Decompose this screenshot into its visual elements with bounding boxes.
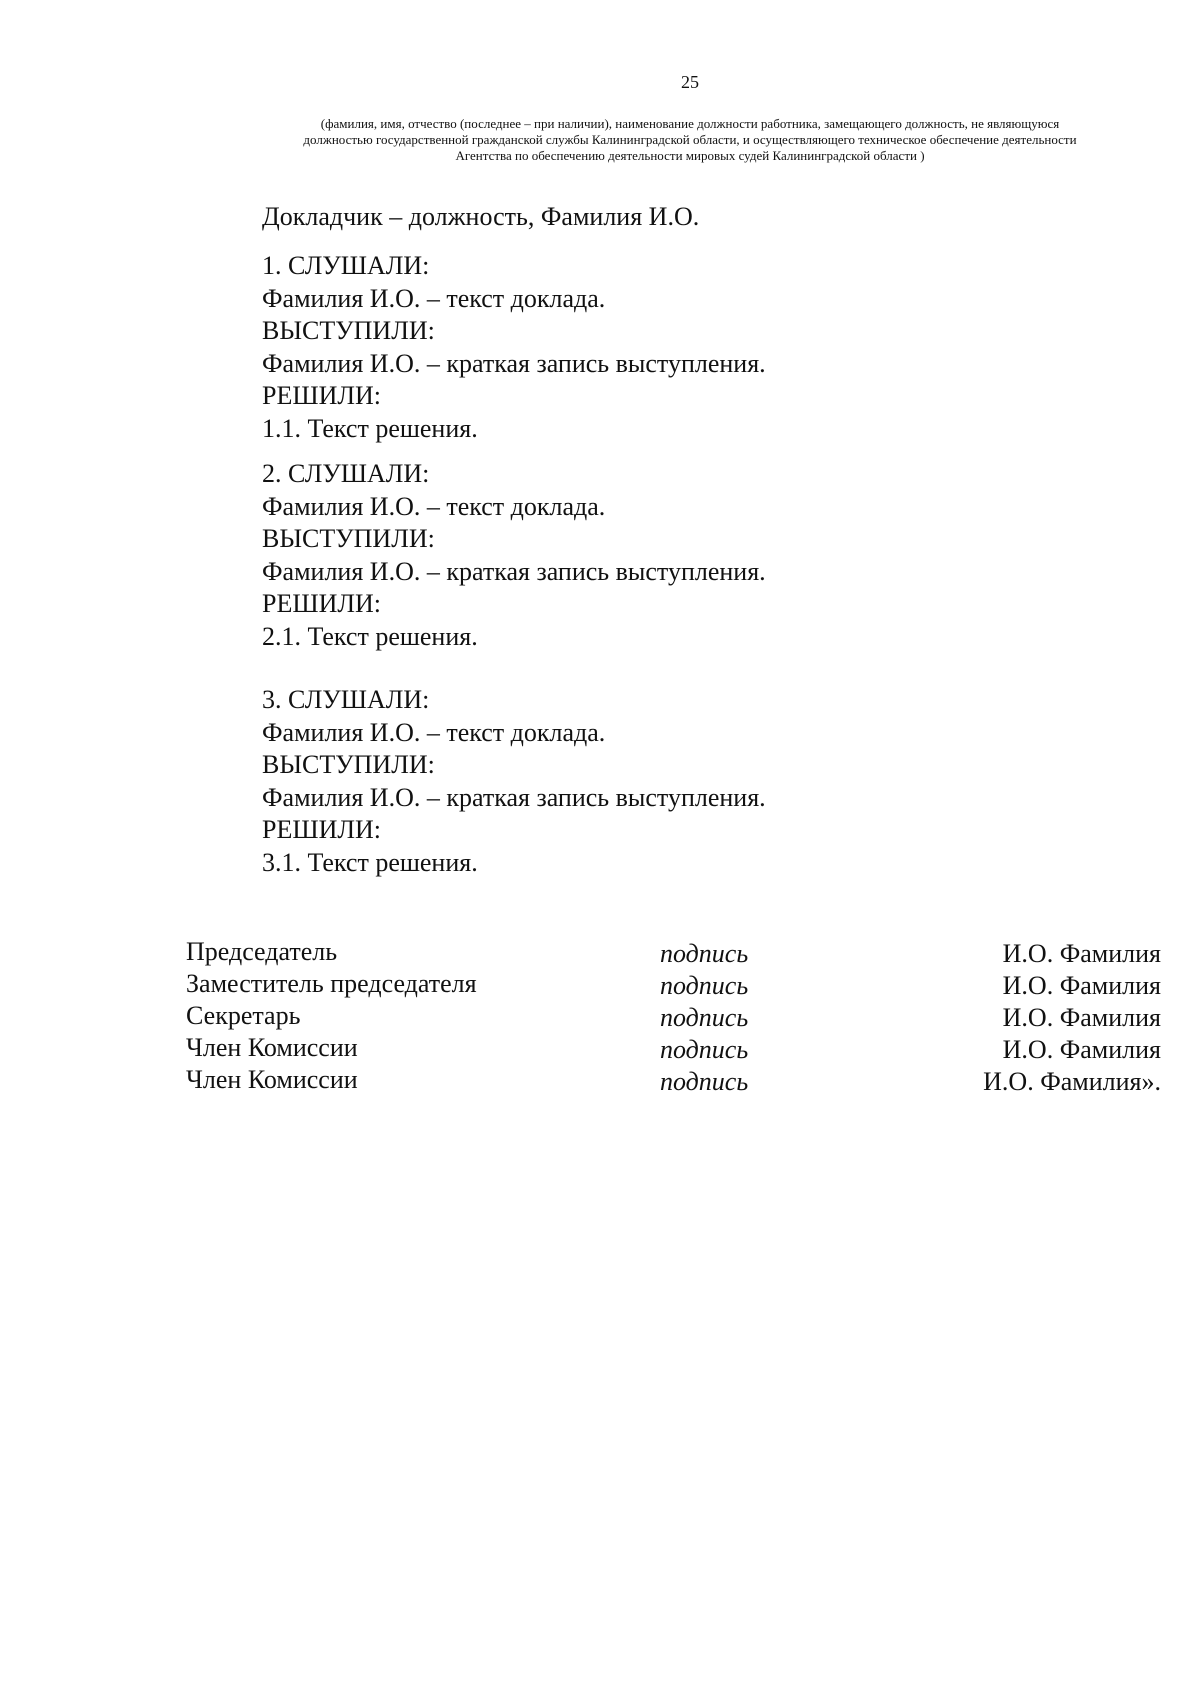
spoke-heading: ВЫСТУПИЛИ: <box>262 750 435 779</box>
agenda-item <box>262 684 766 879</box>
heard-heading: 2. СЛУШАЛИ: <box>262 459 430 488</box>
footnote-line: (фамилия, имя, отчество (последнее – при наличии), наименование должности работника, замещающего должность, не являющуюся <box>320 116 1060 131</box>
decision-text: 2.1. Текст решения. <box>262 621 478 651</box>
speech-text: Фамилия И.О. – краткая запись выступления. <box>262 348 766 378</box>
signatory-name: И.О. Фамилия». <box>983 1067 1161 1096</box>
signatory-name: И.О. Фамилия <box>1002 971 1161 1000</box>
signatory-name: И.О. Фамилия <box>1002 939 1161 968</box>
report-text: Фамилия И.О. – текст доклада. <box>262 491 606 521</box>
signature-role: Секретарь <box>186 1001 301 1030</box>
signature-placeholder: подпись <box>660 1003 749 1032</box>
signature-placeholder: подпись <box>660 939 749 968</box>
signature-row <box>186 1064 1161 1096</box>
signature-placeholder: подпись <box>660 971 749 1000</box>
heard-heading: 3. СЛУШАЛИ: <box>262 685 430 714</box>
agenda-item <box>262 458 766 653</box>
agenda-item <box>262 250 766 445</box>
signature-role: Член Комиссии <box>186 1065 358 1094</box>
decision-text: 3.1. Текст решения. <box>262 847 478 877</box>
speaker-line: Докладчик – должность, Фамилия И.О. <box>262 202 700 231</box>
decided-heading: РЕШИЛИ: <box>262 381 381 410</box>
decision-text: 1.1. Текст решения. <box>262 413 478 443</box>
signature-row <box>186 936 1161 968</box>
signature-role: Председатель <box>186 937 338 966</box>
signature-row <box>186 1000 1161 1032</box>
signatory-name: И.О. Фамилия <box>1002 1003 1161 1032</box>
spoke-heading: ВЫСТУПИЛИ: <box>262 524 435 553</box>
heard-heading: 1. СЛУШАЛИ: <box>262 251 430 280</box>
speech-text: Фамилия И.О. – краткая запись выступления. <box>262 782 766 812</box>
speech-text: Фамилия И.О. – краткая запись выступления. <box>262 556 766 586</box>
signature-row <box>186 968 1161 1000</box>
page-number: 25 <box>681 72 699 92</box>
decided-heading: РЕШИЛИ: <box>262 589 381 618</box>
spoke-heading: ВЫСТУПИЛИ: <box>262 316 435 345</box>
decided-heading: РЕШИЛИ: <box>262 815 381 844</box>
signature-role: Заместитель председателя <box>186 969 477 998</box>
signature-role: Член Комиссии <box>186 1033 358 1062</box>
signature-placeholder: подпись <box>660 1067 749 1096</box>
signature-placeholder: подпись <box>660 1035 749 1064</box>
signatory-name: И.О. Фамилия <box>1002 1035 1161 1064</box>
footnote-caption <box>190 116 1190 164</box>
signature-block <box>186 936 1161 1096</box>
footnote-line: должностью государственной гражданской службы Калининградской области, и осуществляющего техническое обеспечение деятельности <box>303 132 1077 147</box>
report-text: Фамилия И.О. – текст доклада. <box>262 283 606 313</box>
footnote-line: Агентства по обеспечению деятельности мировых судей Калининградской области ) <box>455 148 925 163</box>
signature-row <box>186 1032 1161 1064</box>
report-text: Фамилия И.О. – текст доклада. <box>262 717 606 747</box>
